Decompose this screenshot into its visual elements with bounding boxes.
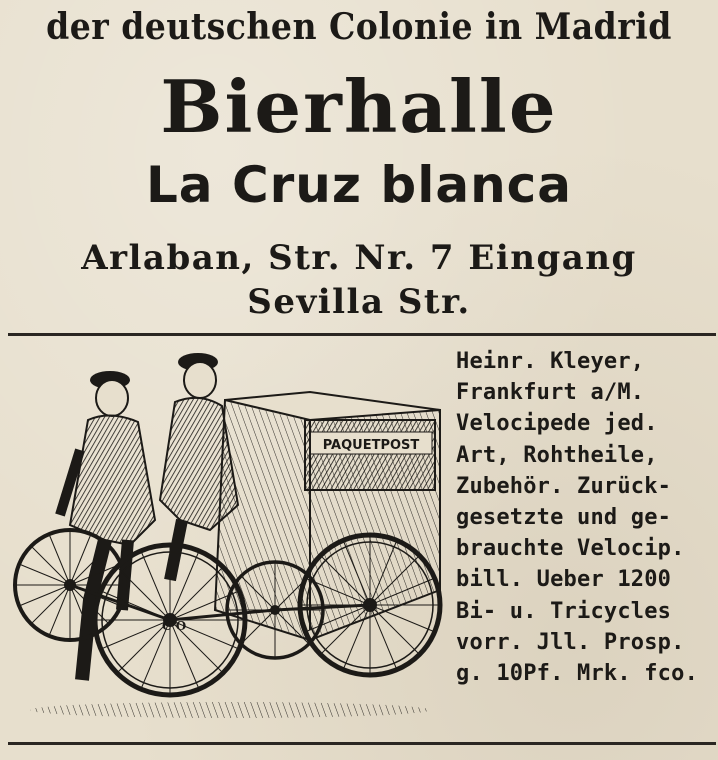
ad-line: vorr. Jll. Prosp. [456, 629, 685, 655]
ad-line: Zubehör. Zurück- [456, 473, 672, 499]
bierhalle-title: Bierhalle [160, 64, 558, 149]
delivery-tricycle-illustration [10, 340, 450, 725]
ad-line: Frankfurt a/M. [456, 380, 645, 406]
cut-off-next-line [10, 748, 718, 760]
rider-left [60, 371, 155, 680]
address-line-1: Arlaban, Str. Nr. 7 Eingang [81, 238, 637, 278]
ad-line: bill. Ueber 1200 [456, 567, 672, 593]
wheel-mark: C O [162, 619, 187, 633]
divider-rule-top [8, 333, 716, 336]
ad-line: brauchte Velocip. [456, 536, 685, 562]
colony-heading: der deutschen Colonie in Madrid [46, 6, 672, 48]
ad-line: Velocipede jed. [456, 411, 658, 437]
divider-rule-bottom [8, 742, 716, 745]
ad-line: Bi- u. Tricycles [456, 598, 672, 624]
ad-line: gesetzte und ge- [456, 505, 672, 531]
la-cruz-blanca-title: La Cruz blanca [145, 156, 573, 214]
ground-shadow [30, 702, 430, 718]
bierhalle-advertisement [0, 0, 718, 330]
cargo-box [215, 392, 440, 640]
ad-line: g. 10Pf. Mrk. fco. [456, 661, 699, 687]
cart-sign: PAQUETPOST [322, 438, 420, 453]
ad-line: Heinr. Kleyer, [456, 349, 645, 374]
ad-line: Art, Rohtheile, [456, 442, 658, 468]
address-line-2: Sevilla Str. [247, 282, 471, 322]
kleyer-advertisement [456, 346, 712, 689]
